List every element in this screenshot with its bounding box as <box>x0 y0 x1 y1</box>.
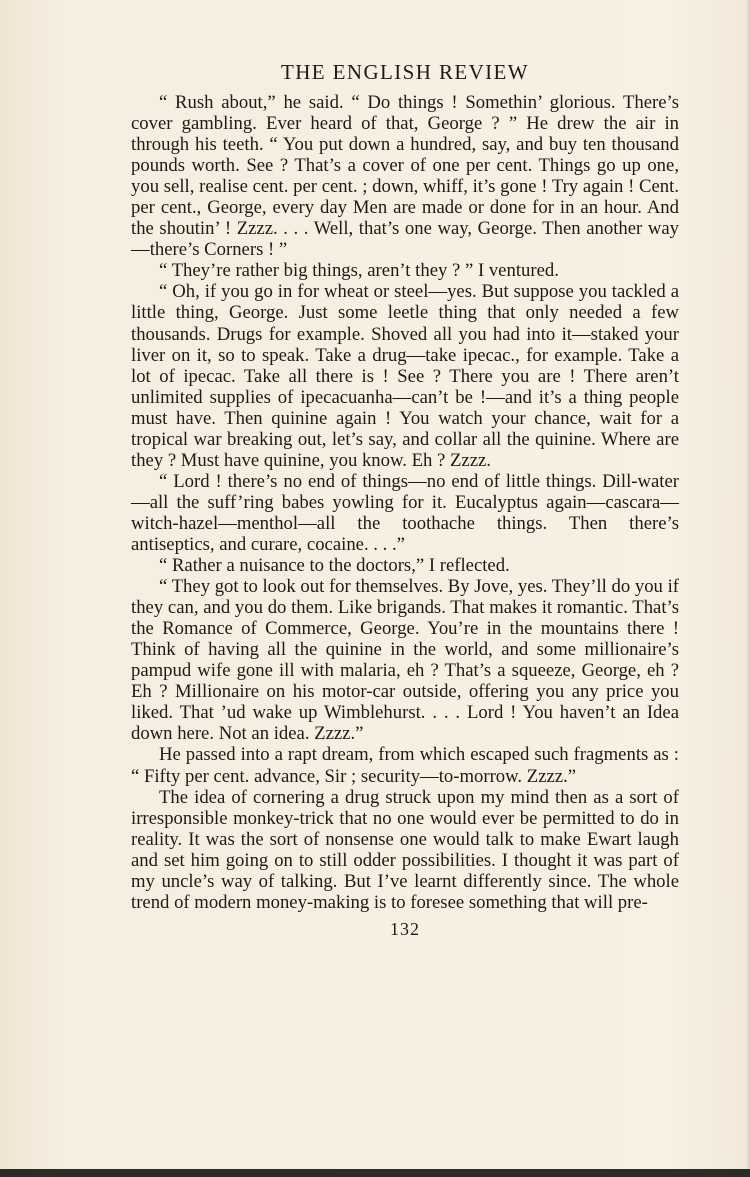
paragraph-4: “ Lord ! there’s no end of things—no end of little things. Dill-water—all the suff’ring babes yowling for it. Eucalyptus again—cascara—witch-hazel—menthol—all the toothache things. Then there’s antiseptics, and curare, cocaine. . . .” <box>131 470 679 555</box>
paragraph-8: The idea of cornering a drug struck upon my mind then as a sort of irresponsible monkey-trick that no one would ever be permitted to do in reality. It was the sort of nonsense one would talk to make Ewart laugh and set him going on to still odder possibilities. I thought it was part of my uncle’s way of talking. But I’ve learnt differently since. The whole trend of modern money-making is to foresee something that will pre- <box>131 786 679 913</box>
scan-bottom-edge <box>0 1169 750 1177</box>
page-number: 132 <box>390 918 420 939</box>
paragraph-3: “ Oh, if you go in for wheat or steel—yes. But suppose you tackled a little thing, George. Just some leetle thing that only needed a few thousands. Drugs for example. Shoved all you had into it—staked your liver on it, so to speak. Take a drug—take ipecac., for example. Take a lot of ipecac. Take all there is ! See ? There you are ! There aren’t unlimited supplies of ipecacuanha—can’t be !—and it’s a thing people must have. Then quinine again ! You watch your chance, wait for a tropical war breaking out, let’s say, and collar all the quinine. Where are they ? Must have quinine, you know. Eh ? Zzzz. <box>131 281 679 471</box>
page-content <box>131 58 679 940</box>
running-header: THE ENGLISH REVIEW <box>281 60 529 84</box>
body-text <box>131 92 679 913</box>
paragraph-2: “ They’re rather big things, aren’t they ? ” I ventured. <box>159 260 559 282</box>
paragraph-7: He passed into a rapt dream, from which escaped such fragments as : “ Fifty per cent. advance, Sir ; security—to-morrow. Zzzz.” <box>131 744 679 787</box>
page-edge-shadow <box>746 0 750 1177</box>
paragraph-1: “ Rush about,” he said. “ Do things ! Somethin’ glorious. There’s cover gambling. Ever heard of that, George ? ” He drew the air in through his teeth. “ You put down a hundred, say, and buy ten thousand pounds worth. See ? That’s a cover of one per cent. Things go up one, you sell, realise cent. per cent. ; down, whiff, it’s gone ! Try again ! Cent. per cent., George, every day Men are made or done for in an hour. And the shoutin’ ! Zzzz. . . . Well, that’s one way, George. Then another way—there’s Corners ! ” <box>131 92 679 261</box>
paragraph-6: “ They got to look out for themselves. By Jove, yes. They’ll do you if they can, and you do them. Like brigands. That makes it romantic. That’s the Romance of Commerce, George. You’re in the mountains there ! Think of having all the quinine in the world, and some millionaire’s pampud wife gone ill with malaria, eh ? That’s a squeeze, George, eh ? Eh ? Millionaire on his motor-car outside, offering you any price you liked. That ’ud wake up Wimblehurst. . . . Lord ! You haven’t an Idea down here. Not an idea. Zzzz.” <box>131 576 679 745</box>
paragraph-5: “ Rather a nuisance to the doctors,” I reflected. <box>159 555 510 577</box>
